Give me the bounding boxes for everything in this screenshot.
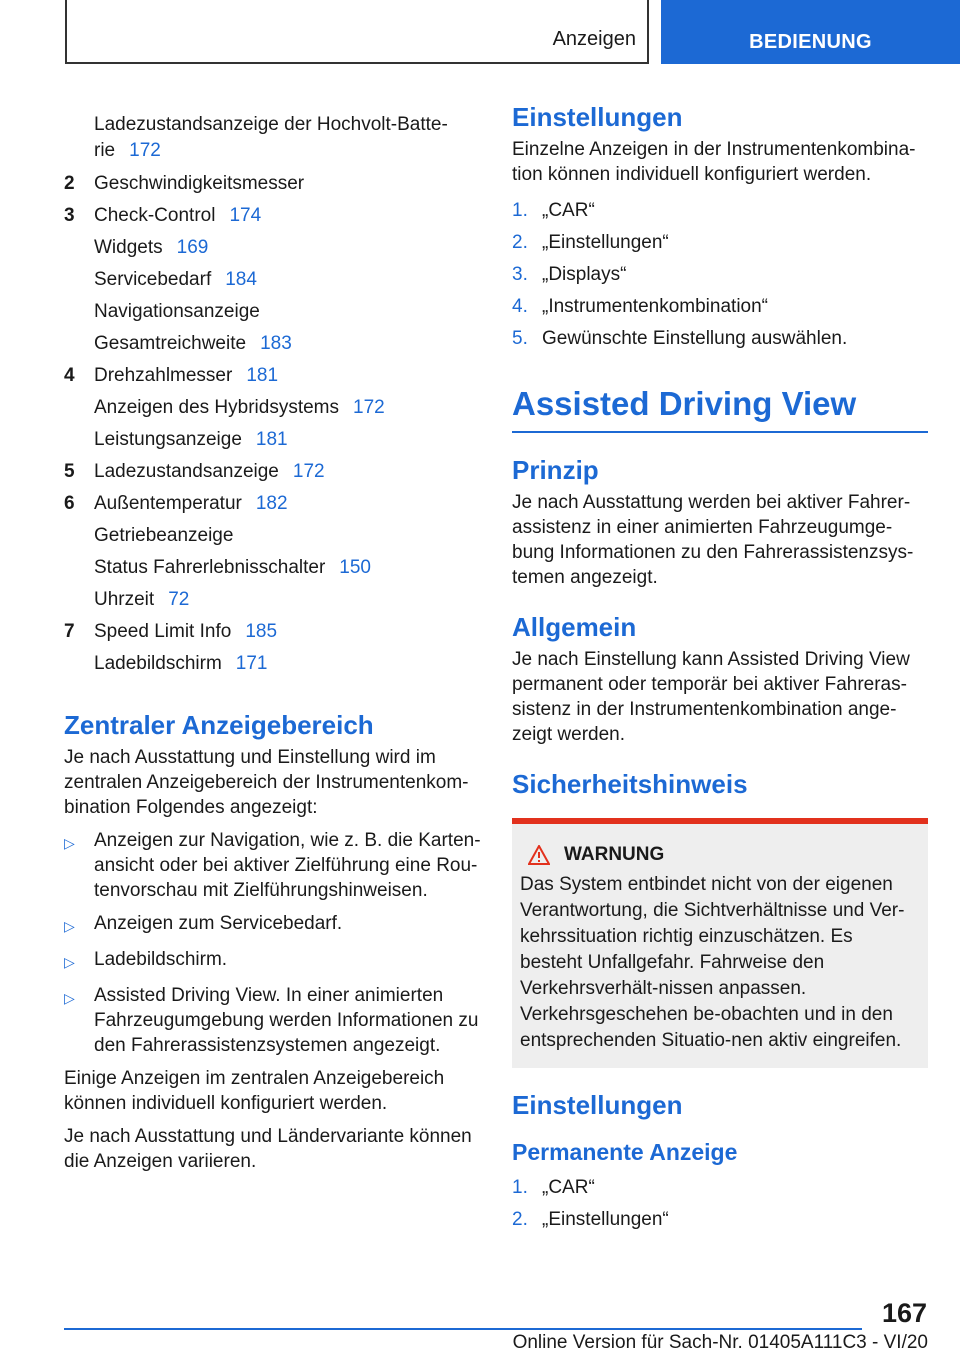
page-ref-link[interactable]: 182	[255, 493, 288, 514]
bullet-item: ▷ Ladebildschirm.	[64, 947, 484, 975]
right-column	[512, 102, 928, 1236]
steps-list	[512, 1172, 928, 1236]
paragraph: Einige Anzeigen im zentralen Anzeigebereich können individuell konfiguriert werden.	[64, 1068, 445, 1114]
page-ref-link[interactable]: 171	[235, 653, 268, 674]
legend-item: 6 Außentemperatur 182	[64, 493, 288, 514]
section-heading: Einstellungen	[512, 1090, 683, 1120]
legend-item: 7 Speed Limit Info 185	[64, 621, 278, 642]
warning-box	[512, 818, 928, 1068]
section-heading: Zentraler Anzeigebereich	[64, 710, 374, 740]
paragraph: Je nach Einstellung kann Assisted Driving View permanent oder temporär bei aktiver Fahreras-sistenz in der Instrumentenkombination ange-zeigt werden.	[512, 649, 910, 745]
legend-item: Servicebedarf 184	[94, 269, 257, 290]
legend-item: 2 Geschwindigkeitsmesser	[64, 173, 305, 194]
step-item: 1. „CAR“	[512, 1177, 595, 1198]
legend-item: Getriebeanzeige	[94, 525, 234, 546]
warning-triangle-icon	[528, 845, 550, 865]
legend-item: Navigationsanzeige	[94, 301, 260, 322]
legend-item: Ladebildschirm 171	[94, 653, 268, 674]
triangle-bullet-icon: ▷	[64, 835, 75, 851]
step-item: 2. „Einstellungen“	[512, 1209, 669, 1230]
page-ref-link[interactable]: 172	[353, 397, 385, 418]
bullet-item: ▷ Anzeigen zur Navigation, wie z. B. die Karten-ansicht oder bei aktiver Zielführung eine Rou-tenvorschau mit Zielführungshinweisen.	[64, 830, 481, 901]
triangle-bullet-icon: ▷	[64, 918, 75, 934]
paragraph: Einzelne Anzeigen in der Instrumentenkombina-tion können individuell konfiguriert werden.	[512, 139, 916, 185]
page-ref-link[interactable]: 183	[260, 333, 292, 354]
step-item: 4. „Instrumentenkombination“	[512, 296, 768, 317]
paragraph: Je nach Ausstattung und Ländervariante können die Anzeigen variieren.	[64, 1126, 472, 1172]
paragraph: Je nach Ausstattung und Einstellung wird im zentralen Anzeigebereich der Instrumentenkom-bination Folgendes angezeigt:	[64, 747, 469, 818]
legend-item: Leistungsanzeige 181	[94, 429, 288, 450]
legend-item: Uhrzeit 72	[94, 589, 190, 610]
legend-item: Anzeigen des Hybridsystems 172	[94, 397, 385, 418]
bullet-item: ▷ Assisted Driving View. In einer animierten Fahrzeugumgebung werden Informationen zu den Fahrerassistenzsystemen angezeigt.	[64, 985, 479, 1056]
warning-title: WARNUNG	[564, 844, 665, 865]
bullet-item: ▷ Anzeigen zum Servicebedarf.	[64, 911, 484, 939]
section-heading: Allgemein	[512, 612, 637, 642]
warning-text: Das System entbindet nicht von der eigenen Verantwortung, die Sichtverhältnisse und Ver-kehrssituation richtig einzuschätzen. Es besteht Unfallgefahr. Fahrweise den Verkehrsverhält-nissen anpassen. Verkehrsgeschehen be-obachten und in den entsprechenden Situatio-nen aktiv eingreifen.	[520, 874, 905, 1051]
legend-item: Widgets 169	[94, 237, 209, 258]
legend-list	[64, 108, 484, 680]
triangle-bullet-icon: ▷	[64, 990, 75, 1006]
step-item: 3. „Displays“	[512, 264, 627, 285]
page-number: 167	[881, 1298, 927, 1328]
footer-text: Online Version für Sach-Nr. 01405A111C3 - VI/20	[512, 1332, 928, 1353]
section-heading: Prinzip	[512, 455, 599, 485]
step-item: 5. Gewünschte Einstellung auswählen.	[512, 328, 848, 349]
legend-item: 3 Check-Control 174	[64, 205, 262, 226]
step-item: 2. „Einstellungen“	[512, 232, 669, 253]
page-ref-link[interactable]: 72	[168, 589, 190, 610]
legend-item: Gesamtreichweite 183	[94, 333, 292, 354]
page-ref-link[interactable]: 150	[339, 557, 371, 578]
page-ref-link[interactable]: 172	[129, 140, 161, 161]
chapter-heading: Assisted Driving View	[512, 385, 928, 433]
page-ref-link[interactable]: 181	[255, 429, 288, 450]
section-heading: Einstellungen	[512, 102, 683, 132]
page-ref-link[interactable]: 174	[229, 205, 262, 226]
steps-list	[512, 195, 928, 355]
paragraph: Je nach Ausstattung werden bei aktiver Fahrer-assistenz in einer animierten Fahrzeugumge-bung Informationen zu den Fahrerassistenzsys-temen angezeigt.	[512, 492, 914, 588]
section-heading: Sicherheitshinweis	[512, 769, 748, 799]
page-ref-link[interactable]: 181	[246, 365, 279, 386]
page-ref-link[interactable]: 185	[245, 621, 278, 642]
page-ref-link[interactable]: 172	[292, 461, 325, 482]
subsection-heading: Permanente Anzeige	[512, 1139, 738, 1165]
page-ref-link[interactable]: 169	[176, 237, 209, 258]
step-item: 1. „CAR“	[512, 200, 595, 221]
legend-item: 4 Drehzahlmesser 181	[64, 365, 279, 386]
header-chapter-tab: BEDIENUNG	[661, 0, 960, 64]
legend-item: Status Fahrerlebnisschalter 150	[94, 557, 371, 578]
legend-item: Ladezustandsanzeige der Hochvolt-Batte-rie 172	[94, 114, 448, 161]
legend-item: 5 Ladezustandsanzeige 172	[64, 461, 325, 482]
footer-divider	[64, 1328, 862, 1330]
left-column	[64, 108, 484, 1182]
triangle-bullet-icon: ▷	[64, 954, 75, 970]
header-section-title: Anzeigen	[552, 28, 636, 50]
page-ref-link[interactable]: 184	[225, 269, 257, 290]
